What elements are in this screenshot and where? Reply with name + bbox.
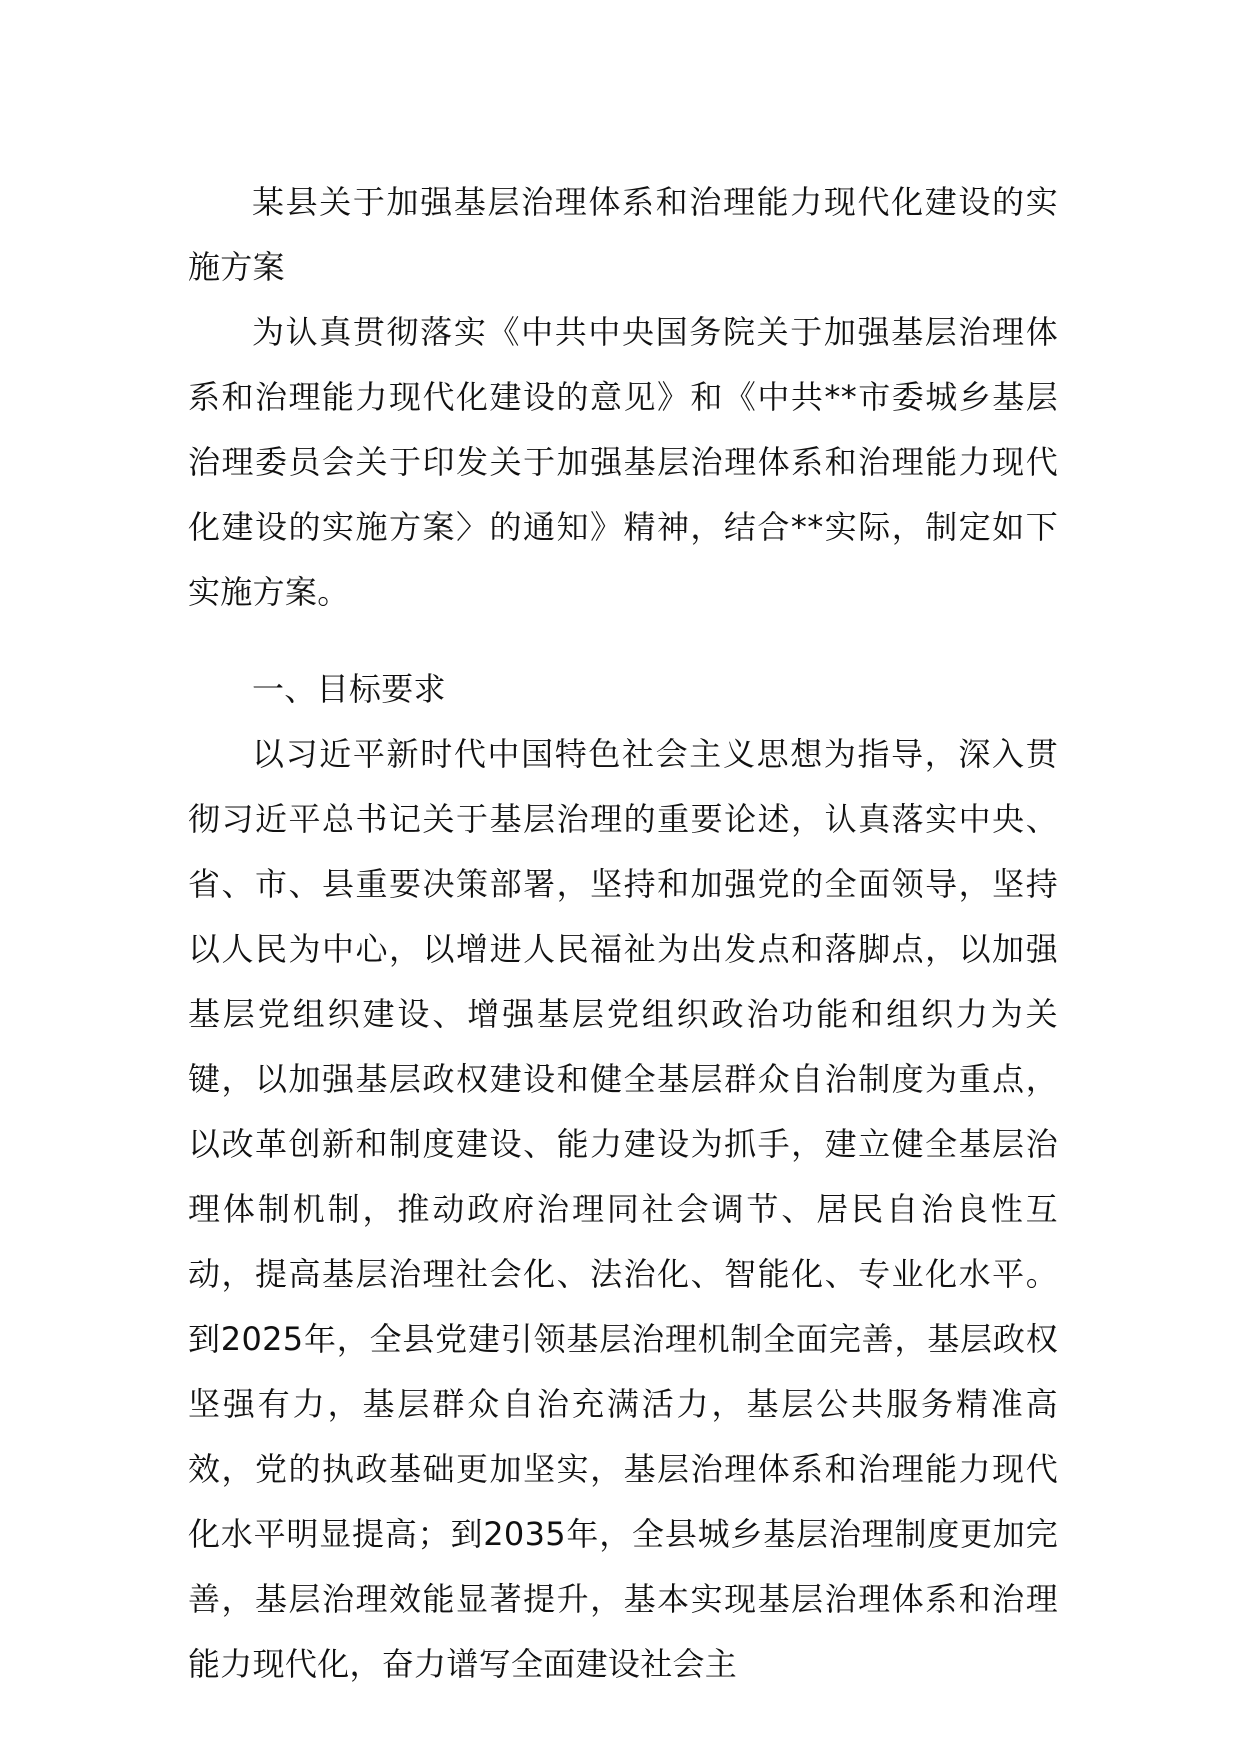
section-heading-goals: 一、目标要求 [252, 670, 446, 708]
intro-paragraph: 为认真贯彻落实《中共中央国务院关于加强基层治理体系和治理能力现代化建设的意见》和《中共**市委城乡基层治理委员会关于印发关于加强基层治理体系和治理能力现代化建设的实施方案〉的通知》精神，结合**实际，制定如下实施方案。 [188, 313, 1058, 611]
paragraph-spacer [188, 625, 1058, 657]
document-title: 某县关于加强基层治理体系和治理能力现代化建设的实施方案 [188, 183, 1058, 286]
section-body-goals: 以习近平新时代中国特色社会主义思想为指导，深入贯彻习近平总书记关于基层治理的重要论述，认真落实中央、省、市、县重要决策部署，坚持和加强党的全面领导，坚持以人民为中心，以增进人民福祉为出发点和落脚点，以加强基层党组织建设、增强基层党组织政治功能和组织力为关键，以加强基层政权建设和健全基层群众自治制度为重点，以改革创新和制度建设、能力建设为抓手，建立健全基层治理体制机制，推动政府治理同社会调节、居民自治良性互动，提高基层治理社会化、法治化、智能化、专业化水平。到2025年，全县党建引领基层治理机制全面完善，基层政权坚强有力，基层群众自治充满活力，基层公共服务精准高效，党的执政基础更加坚实，基层治理体系和治理能力现代化水平明显提高；到2035年，全县城乡基层治理制度更加完善，基层治理效能显著提升，基本实现基层治理体系和治理能力现代化，奋力谱写全面建设社会主 [188, 735, 1058, 1683]
document-body [188, 170, 1058, 1697]
